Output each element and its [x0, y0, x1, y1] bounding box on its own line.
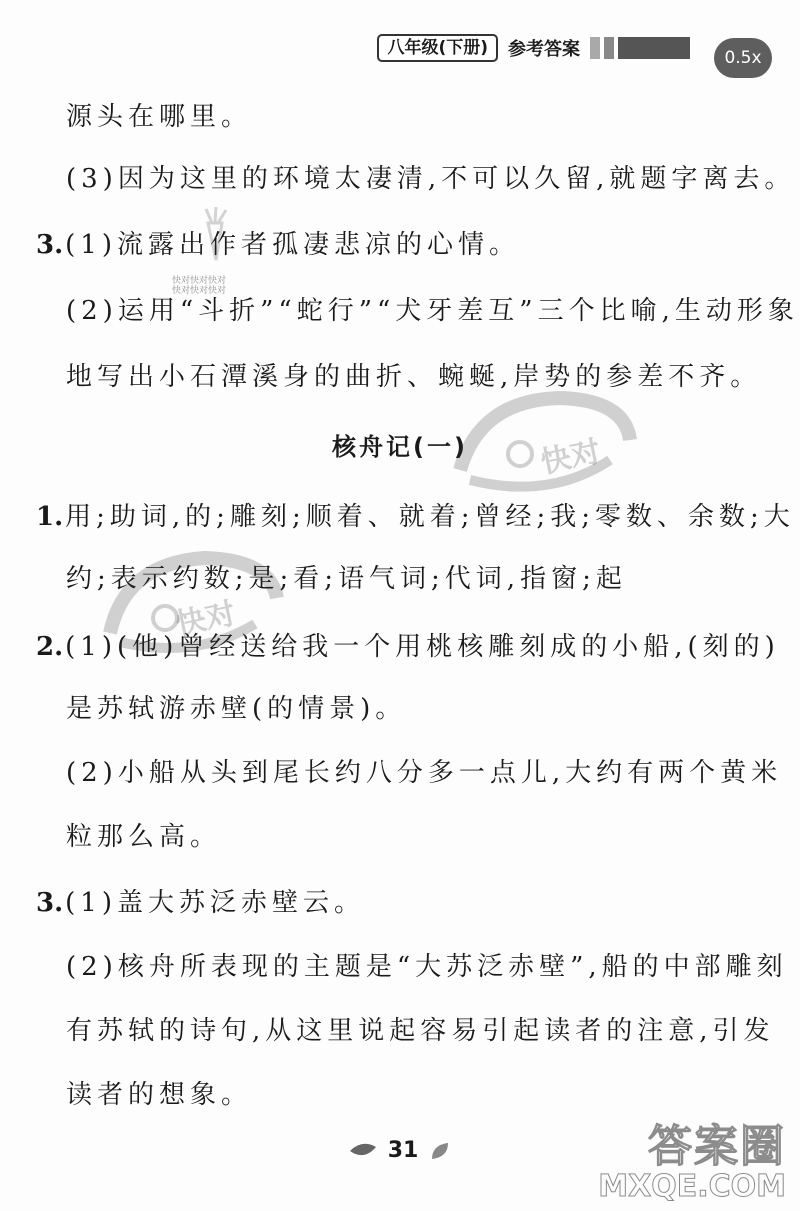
- section-label: 参考答案: [508, 39, 580, 60]
- text-line: (2)运用“斗折”“蛇行”“犬牙差互”三个比喻,生动形象: [66, 296, 799, 326]
- section-title: 核舟记(一): [332, 433, 468, 461]
- question-3-part-1: 3.(1)流露出作者孤凄悲凉的心情。: [36, 230, 520, 260]
- leaf-right-icon: [428, 1141, 452, 1161]
- question-2-part-1: 2.(1)(他)曾经送给我一个用桃核雕刻成的小船,(刻的): [36, 632, 780, 662]
- page-header: [377, 34, 690, 62]
- text-line: 地写出小石潭溪身的曲折、蜿蜒,岸势的参差不齐。: [66, 362, 762, 392]
- brand-watermark-text: 快对: [172, 596, 239, 643]
- site-name: 答案圈: [648, 1121, 786, 1172]
- leaf-left-icon: [348, 1141, 378, 1161]
- page-number: 31: [387, 1138, 419, 1163]
- site-url: MXQE.COM: [598, 1169, 786, 1204]
- question-3-part-1: 3.(1)盖大苏泛赤壁云。: [36, 888, 365, 918]
- text-line: (3)因为这里的环境太凄清,不可以久留,就题字离去。: [66, 164, 796, 194]
- header-decor-bars: [590, 37, 690, 59]
- text-line: 粒那么高。: [66, 822, 222, 852]
- site-watermark: [598, 1123, 786, 1203]
- text-line: 约;表示约数;是;看;语气词;代词,指窗;起: [66, 564, 627, 594]
- watermark-small-text: 快对快对快对 快对快对快对: [172, 276, 227, 296]
- question-1: 1.用;助词,的;雕刻;顺着、就着;曾经;我;零数、余数;大: [36, 502, 795, 532]
- text-line: 有苏轼的诗句,从这里说起容易引起读者的注意,引发: [66, 1016, 775, 1046]
- grade-label: 八年级(下册): [377, 34, 498, 62]
- text-line: 读者的想象。: [66, 1080, 253, 1110]
- zoom-level-badge[interactable]: 0.5x: [714, 38, 772, 78]
- text-line: 是苏轼游赤壁(的情景)。: [66, 694, 407, 724]
- text-line: (2)小船从头到尾长约八分多一点儿,大约有两个黄米: [66, 758, 783, 788]
- text-line: (2)核舟所表现的主题是“大苏泛赤壁”,船的中部雕刻: [66, 952, 788, 982]
- text-line: 源头在哪里。: [66, 102, 253, 132]
- brand-watermark-text: 快对: [537, 434, 604, 481]
